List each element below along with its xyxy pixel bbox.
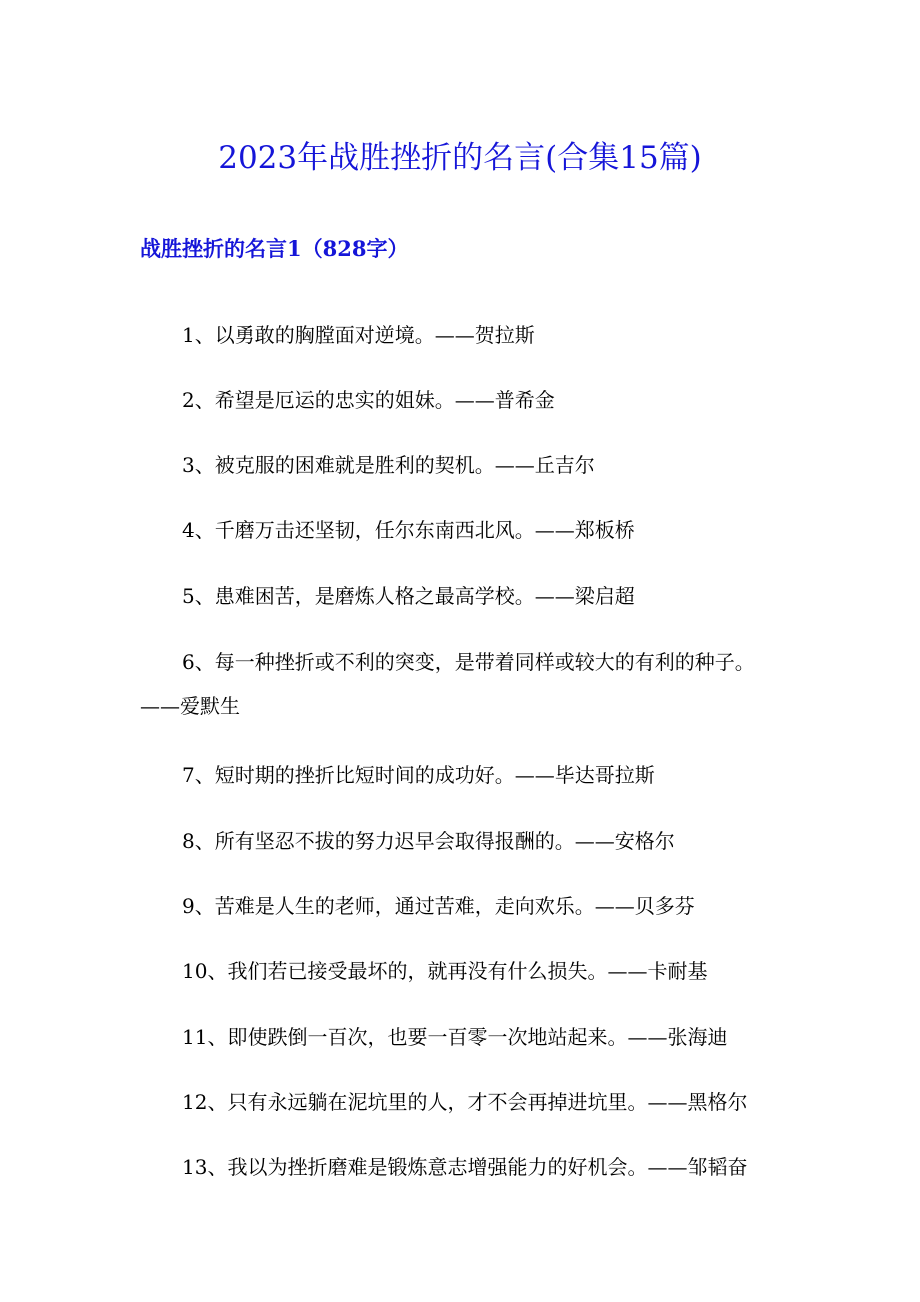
quote-item: 7、短时期的挫折比短时间的成功好。——毕达哥拉斯 [182, 763, 655, 787]
quote-item: 9、苦难是人生的老师，通过苦难，走向欢乐。——贝多芬 [182, 894, 695, 918]
quote-item: 6、每一种挫折或不利的突变，是带着同样或较大的有利的种子。——爱默生 [140, 650, 755, 718]
quote-item: 4、千磨万击还坚韧，任尔东南西北风。——郑板桥 [182, 518, 635, 542]
quote-item: 2、希望是厄运的忠实的姐妹。——普希金 [182, 388, 555, 412]
quote-item: 10、我们若已接受最坏的，就再没有什么损失。——卡耐基 [182, 959, 708, 983]
quote-item: 13、我以为挫折磨难是锻炼意志增强能力的好机会。——邹韬奋 [182, 1155, 748, 1179]
section-heading: 战胜挫折的名言1（828字） [140, 236, 409, 261]
quote-item: 11、即使跌倒一百次，也要一百零一次地站起来。——张海迪 [182, 1025, 728, 1049]
document-title: 2023年战胜挫折的名言(合集15篇) [218, 140, 702, 176]
quote-item: 8、所有坚忍不拔的努力迟早会取得报酬的。——安格尔 [182, 829, 675, 853]
quote-item: 1、以勇敢的胸膛面对逆境。——贺拉斯 [182, 323, 535, 347]
quote-item: 5、患难困苦，是磨炼人格之最高学校。——梁启超 [182, 584, 635, 608]
quote-item: 12、只有永远躺在泥坑里的人，才不会再掉进坑里。——黑格尔 [182, 1090, 748, 1114]
quote-item: 3、被克服的困难就是胜利的契机。——丘吉尔 [182, 453, 595, 477]
